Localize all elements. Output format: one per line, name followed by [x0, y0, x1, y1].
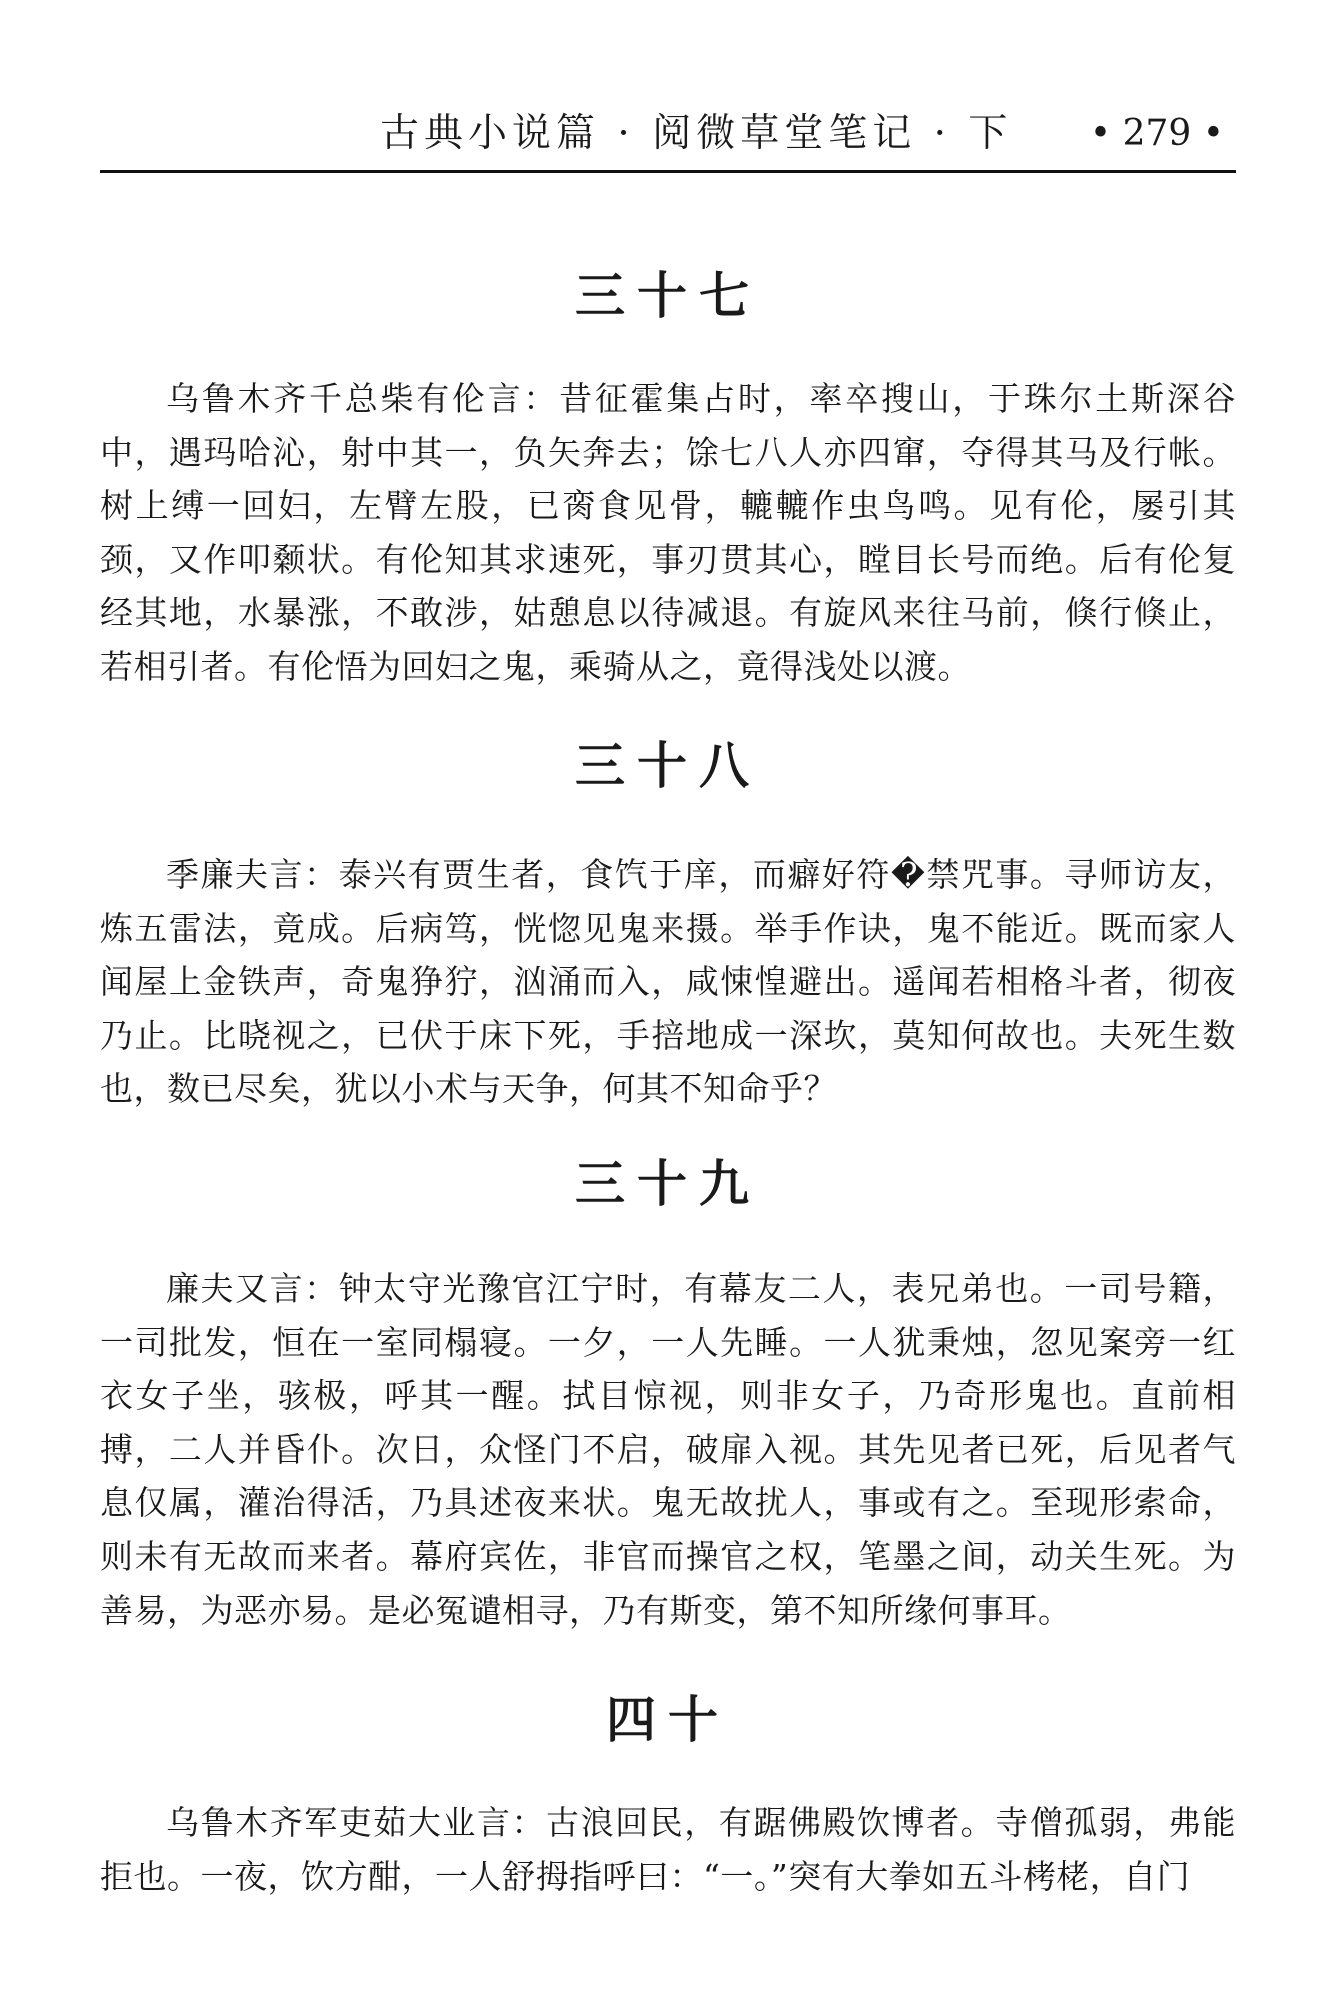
header-rule: [100, 170, 1236, 173]
page-number: • 279 •: [1089, 113, 1224, 154]
section-title-38: 三十八: [575, 737, 761, 795]
book-title: 古典小说篇 · 阅微草堂笔记 · 下: [380, 111, 1013, 156]
section-title-40: 四十: [606, 1691, 730, 1749]
running-header: [100, 108, 1236, 168]
section-text-39: 廉夫又言：钟太守光豫官江宁时，有幕友二人，表兄弟也。一司号籍，一司批发，恒在一室同榻寝。一夕，一人先睡。一人犹秉烛，忽见案旁一红衣女子坐，骇极，呼其一醒。拭目惊视，则非女子，乃奇形鬼也。直前相搏，二人并昏仆。次日，众怪门不启，破扉入视。其先见者已死，后见者气息仅属，灌治得活，乃具述夜来状。鬼无故扰人，事或有之。至现形索命，则未有无故而来者。幕府宾佐，非官而操官之权，笔墨之间，动关生死。为善易，为恶亦易。是必冤谴相寻，乃有斯变，第不知所缘何事耳。: [100, 1269, 1236, 1630]
section-title-39: 三十九: [575, 1155, 761, 1213]
section-text-40: 乌鲁木齐军吏茹大业言：古浪回民，有踞佛殿饮博者。寺僧孤弱，弗能拒也。一夜，饮方酣，一人舒拇指呼曰：“一。”突有大拳如五斗栲栳，自门: [100, 1803, 1236, 1896]
section-text-37: 乌鲁木齐千总柴有伦言：昔征霍集占时，率卒搜山，于珠尔土斯深谷中，遇玛哈沁，射中其一，负矢奔去；馀七八人亦四窜，夺得其马及行帐。树上缚一回妇，左臂左股，已脔食见骨，轆轆作虫鸟鸣。见有伦，屡引其颈，又作叩颡状。有伦知其求速死，事刃贯其心，瞠目长号而绝。后有伦复经其地，水暴涨，不敢涉，姑憩息以待减退。有旋风来往马前，倏行倏止，若相引者。有伦悟为回妇之鬼，乘骑从之，竟得浅处以渡。: [100, 379, 1236, 686]
section-text-38: 季廉夫言：泰兴有贾生者，食饩于庠，而癖好符�禁咒事。寻师访友，炼五雷法，竟成。后病笃，恍惚见鬼来摄。举手作诀，鬼不能近。既而家人闻屋上金铁声，奇鬼狰狞，汹涌而入，咸悚惶避出。遥闻若相格斗者，彻夜乃止。比晓视之，已伏于床下死，手掊地成一深坎，莫知何故也。夫死生数也，数已尽矣，犹以小术与天争，何其不知命乎？: [100, 855, 1236, 1109]
section-title-37: 三十七: [575, 267, 761, 325]
